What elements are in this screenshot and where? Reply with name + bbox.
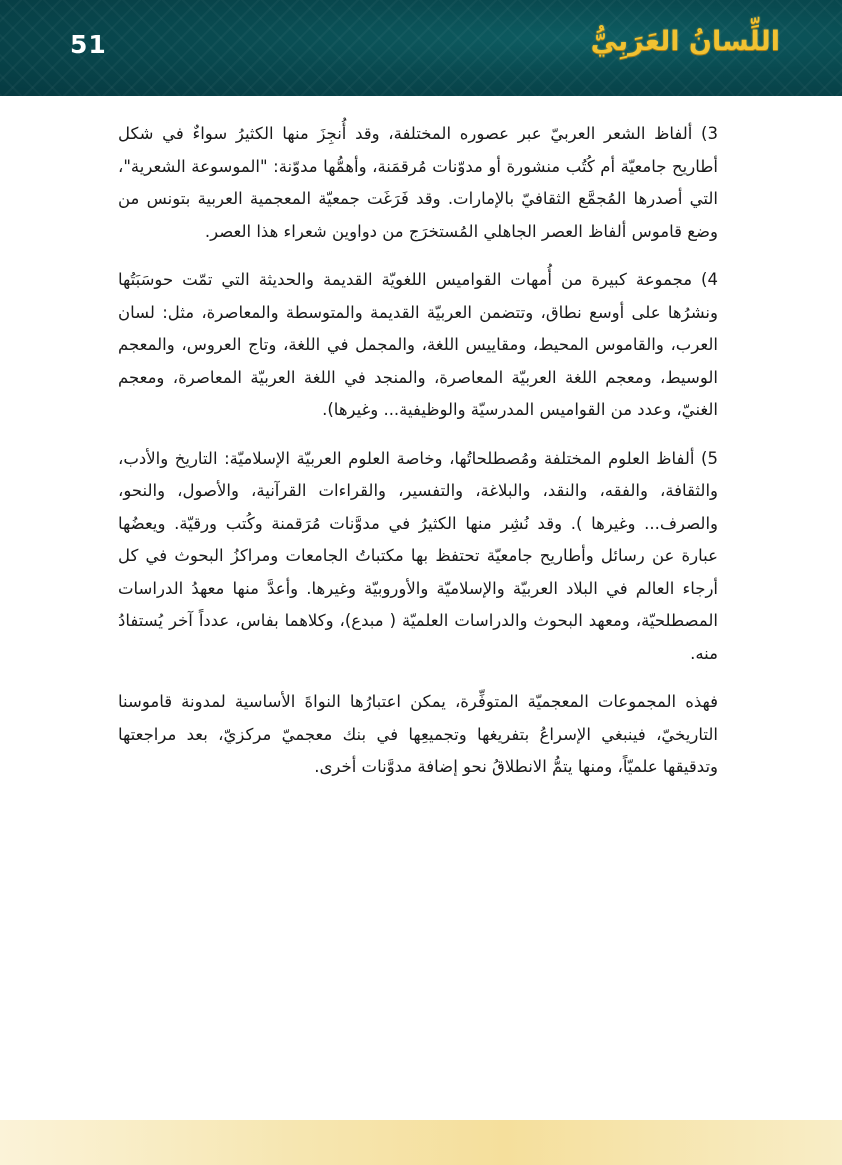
paragraph-conclusion: فهذه المجموعات المعجميّة المتوفِّرة، يمكن اعتبارُها النواةَ الأساسية لمدونة قاموسنا التاريخيّ، فينبغي الإسراعُ بتفريغها وتجميعِها في بنك معجميّ مركزيّ، بعد مراجعتها وتدقيقها علميّاً، ومنها يتمُّ الانطلاقُ نحو إضافة مدوَّنات أخرى. (118, 692, 718, 776)
paragraph-item-4: 4) مجموعة كبيرة من أُمهات القواميس اللغويّة القديمة والحديثة التي تمّت حوسَبَتُها ونشرُها على أوسع نطاق، وتتضمن العربيّة القديمة والمتوسطة والمعاصرة، مثل: لسان العرب، والقاموس المحيط، ومقاييس اللغة، والمجمل في اللغة، وتاج العروس، والمعجم الوسيط، ومعجم اللغة العربيّة المعاصرة، والمنجد في اللغة العربيّة المعاصرة، ومعجم الغنيّ، وعدد من القواميس المدرسيّة والوظيفية... وغيرها). (118, 270, 718, 419)
page-footer-band (0, 1120, 842, 1165)
article-body (118, 118, 718, 800)
paragraph-item-5: 5) ألفاظ العلوم المختلفة ومُصطلحاتُها، وخاصة العلوم العربيّة الإسلاميّة: التاريخ والأدب، والثقافة، والفقه، والنقد، والبلاغة، والتفسير، والقراءات القرآنية، والأصول، والنحو، والصرف... وغيرها ). وقد نُشِر منها الكثيرُ في مدوَّنات مُرَقمنة وكُتب ورقيّة. ويعضُها عبارة عن رسائل وأطاريح جامعيّة تحتفظ بها مكتباتُ الجامعات ومراكزُ البحوث في كل أرجاء العالم في البلاد العربيّة والإسلاميّة والأوروبيّة وغيرها. وأعدَّ منها معهدُ الدراسات المصطلحيّة، ومعهد البحوث والدراسات العلميّة ( مبدع)، وكلاهما بفاس، عدداً آخر يُستفادُ منه. (118, 448, 718, 663)
paragraph-item-3: 3) ألفاظ الشعر العربيّ عبر عصوره المختلفة، وقد أُنجِزَ منها الكثيرُ سواءٌ في شكل أطاريح جامعيّة أم كُتُب منشورة أو مدوّنات مُرقمَنة، وأهمُّها مدوّنة: "الموسوعة الشعرية"، التي أصدرها المُجمَّع الثقافيّ بالإمارات. وقد فَرَغَت جمعيّة المعجمية العربية بتونس من وضع قاموس ألفاظ العصر الجاهلي المُستخرَج من دواوين شعراء هذا العصر. (118, 124, 718, 241)
magazine-logo: اللِّسانُ العَرَبِيُّ (590, 26, 780, 57)
page-header (0, 0, 842, 96)
page-number: 51 (70, 30, 107, 59)
